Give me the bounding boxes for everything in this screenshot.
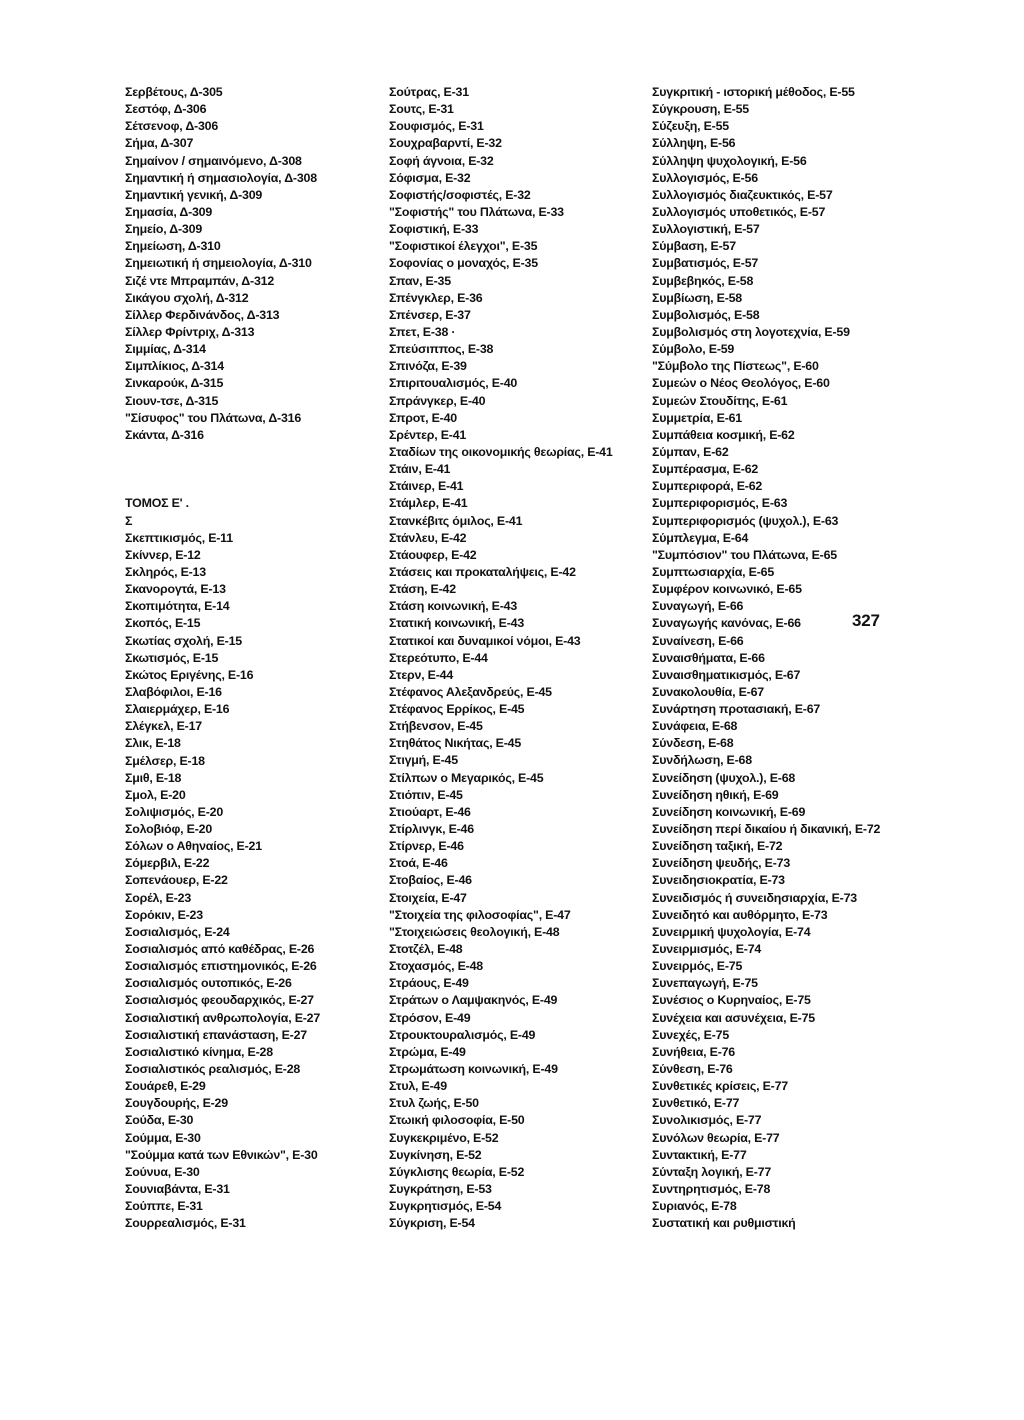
index-entry: Στάση, Ε-42 <box>389 582 456 597</box>
index-column-2 <box>389 84 629 1232</box>
index-entry: Σέτσενοφ, Δ-306 <box>125 119 219 134</box>
index-entry: Σύλληψη, Ε-56 <box>652 136 736 151</box>
index-entry: Συνειρμική ψυχολογία, Ε-74 <box>652 924 811 939</box>
index-entry: Στάνλευ, Ε-42 <box>389 530 467 545</box>
index-entry: Στοχασμός, Ε-48 <box>389 959 483 974</box>
index-entry: Στανκέβιτς όμιλος, Ε-41 <box>389 513 523 528</box>
index-entry: Στιγμή, Ε-45 <box>389 753 458 768</box>
index-entry: Σκώτος Εριγένης, Ε-16 <box>125 667 254 682</box>
index-entry: Στερν, Ε-44 <box>389 667 454 682</box>
index-entry: Συστατική και ρυθμιστική <box>652 1216 796 1231</box>
index-entry: "Σοφιστικοί έλεγχοι", Ε-35 <box>389 239 538 254</box>
index-entry: Σοσιαλισμός επιστημονικός, Ε-26 <box>125 959 317 974</box>
index-entry: Συνειδητό και αυθόρμητο, Ε-73 <box>652 907 828 922</box>
index-entry: Στιόπιν, Ε-45 <box>389 787 463 802</box>
index-entry: Συμπεριφορισμός (ψυχολ.), Ε-63 <box>652 513 839 528</box>
index-entry: Σμέλσερ, Ε-18 <box>125 753 205 768</box>
index-entry: Συγκίνηση, Ε-52 <box>389 1147 482 1162</box>
index-entry: Σιμμίας, Δ-314 <box>125 342 206 357</box>
index-entry: Σολοβιόφ, Ε-20 <box>125 822 213 837</box>
index-entry: Συλλογισμός, Ε-56 <box>652 170 758 185</box>
index-entry: Σκανορογτά, Ε-13 <box>125 582 226 597</box>
volume-heading: ΤΟΜΟΣ Ε' . <box>125 496 189 511</box>
index-entry: Σημασία, Δ-309 <box>125 204 213 219</box>
index-entry: Σπινόζα, Ε-39 <box>389 359 467 374</box>
index-entry: Σκάντα, Δ-316 <box>125 427 204 442</box>
index-entry: Συγκράτηση, Ε-53 <box>389 1182 492 1196</box>
index-entry: Σούμμα, Ε-30 <box>125 1130 201 1145</box>
index-entry: Συνάφεια, Ε-68 <box>652 719 738 734</box>
index-entry: Στρόσον, Ε-49 <box>389 1010 471 1025</box>
index-entry: Συντηρητισμός, Ε-78 <box>652 1182 771 1196</box>
index-entry: Σκωτισμός, Ε-15 <box>125 650 219 665</box>
index-entry: Συμεών ο Νέος Θεολόγος, Ε-60 <box>652 376 830 391</box>
index-entry: Συνείδηση κοινωνική, Ε-69 <box>652 804 806 819</box>
index-entry: Συνακολουθία, Ε-67 <box>652 684 764 699</box>
index-entry: Σουφισμός, Ε-31 <box>389 119 484 134</box>
index-entry: Σκληρός, Ε-13 <box>125 564 206 579</box>
index-entry: Σοφιστής/σοφιστές, Ε-32 <box>389 187 531 202</box>
index-entry: Σλαβόφιλοι, Ε-16 <box>125 684 222 699</box>
index-entry: Συνολικισμός, Ε-77 <box>652 1113 762 1128</box>
index-entry: Σμολ, Ε-20 <box>125 787 186 802</box>
index-entry: Σόμερβιλ, Ε-22 <box>125 856 210 871</box>
index-entry: Σολιψισμός, Ε-20 <box>125 804 224 819</box>
index-entry: Στρουκτουραλισμός, Ε-49 <box>389 1027 536 1042</box>
index-entry: Συνείδηση ταξική, Ε-72 <box>652 839 783 854</box>
index-entry: Στέφανος Ερρίκος, Ε-45 <box>389 702 525 717</box>
index-entry: Σύγκρουση, Ε-55 <box>652 102 749 117</box>
index-entry: Σύνταξη λογική, Ε-77 <box>652 1164 772 1179</box>
index-entry: Σύμπαν, Ε-62 <box>652 444 729 459</box>
index-entry: Στάινερ, Ε-41 <box>389 479 464 494</box>
index-entry: Σπένσερ, Ε-37 <box>389 307 471 322</box>
index-entry: Στωική φιλοσοφία, Ε-50 <box>389 1113 525 1128</box>
index-entry: Στέφανος Αλεξανδρεύς, Ε-45 <box>389 684 552 699</box>
index-entry: Σπιριτουαλισμός, Ε-40 <box>389 376 518 391</box>
index-entry: Συλλογισμός διαζευκτικός, Ε-57 <box>652 187 833 202</box>
index-entry: Στοτζέλ, Ε-48 <box>389 942 463 957</box>
index-entry: Σρέντερ, Ε-41 <box>389 427 467 442</box>
index-entry: Συνειρμισμός, Ε-74 <box>652 942 762 957</box>
index-entry: Σοφή άγνοια, Ε-32 <box>389 153 494 168</box>
index-entry: Συλλογιστική, Ε-57 <box>652 222 760 237</box>
index-entry: Συνειδισμός ή συνειδησιαρχία, Ε-73 <box>652 890 857 905</box>
index-column-3 <box>652 84 912 1232</box>
index-entry: "Σούμμα κατά των Εθνικών", Ε-30 <box>125 1147 318 1162</box>
index-entry: Συριανός, Ε-78 <box>652 1199 737 1214</box>
index-entry: Σπεύσιππος, Ε-38 <box>389 342 494 357</box>
index-entry: Σύνθεση, Ε-76 <box>652 1062 733 1077</box>
index-entry: Σύνδεση, Ε-68 <box>652 736 734 751</box>
index-entry: Στίρνερ, Ε-46 <box>389 839 464 854</box>
index-entry: Στάιν, Ε-41 <box>389 462 451 477</box>
index-entry: Συνειρμός, Ε-75 <box>652 959 743 974</box>
index-entry: Σπράνγκερ, Ε-40 <box>389 393 486 408</box>
index-entry: Σοσιαλισμός φεουδαρχικός, Ε-27 <box>125 993 314 1008</box>
index-entry: Σημαντική ή σημασιολογία, Δ-308 <box>125 170 317 185</box>
index-entry: Συμπάθεια κοσμική, Ε-62 <box>652 427 795 442</box>
index-entry: Σύγκριση, Ε-54 <box>389 1216 475 1231</box>
index-entry: Συνδήλωση, Ε-68 <box>652 753 752 768</box>
index-entry: Συνείδηση (ψυχολ.), Ε-68 <box>652 770 796 785</box>
index-entry: Συμβολισμός στη λογοτεχνία, Ε-59 <box>652 324 850 339</box>
index-entry: Συνέσιος ο Κυρηναίος, Ε-75 <box>652 993 811 1008</box>
index-entry: Συμβίωση, Ε-58 <box>652 290 743 305</box>
index-entry: Στάση κοινωνική, Ε-43 <box>389 599 518 614</box>
index-entry: Σοπενάουερ, Ε-22 <box>125 873 228 888</box>
index-entry: Συμφέρον κοινωνικό, Ε-65 <box>652 582 802 597</box>
index-entry: Σημείωση, Δ-310 <box>125 239 221 254</box>
index-entry: Σιμπλίκιος, Δ-314 <box>125 359 224 374</box>
index-entry: Σπένγκλερ, Ε-36 <box>389 290 483 305</box>
index-entry: Σικάγου σχολή, Δ-312 <box>125 290 249 305</box>
index-entry: Σερβέτους, Δ-305 <box>125 85 223 99</box>
index-entry: Στάμλερ, Ε-41 <box>389 496 468 511</box>
index-entry: Σιουν-τσε, Δ-315 <box>125 393 219 408</box>
index-entry: Σίλλερ Φρίντριχ, Δ-313 <box>125 324 255 339</box>
index-entry: Σκωτίας σχολή, Ε-15 <box>125 633 242 648</box>
index-entry: Στατική κοινωνική, Ε-43 <box>389 616 525 631</box>
index-entry: Συναισθηματικισμός, Ε-67 <box>652 667 801 682</box>
index-entry: Στυλ, Ε-49 <box>389 1079 447 1094</box>
index-entry: Σημαίνον / σημαινόμενο, Δ-308 <box>125 153 302 168</box>
index-entry: Συναγωγής κανόνας, Ε-66 <box>652 616 801 631</box>
index-entry: Συμπεριφορά, Ε-62 <box>652 479 763 494</box>
index-entry: Συμπέρασμα, Ε-62 <box>652 462 759 477</box>
index-entry: Στιούαρτ, Ε-46 <box>389 804 471 819</box>
index-entry: Σταδίων της οικονομικής θεωρίας, Ε-41 <box>389 444 613 459</box>
index-entry: Συνειδησιοκρατία, Ε-73 <box>652 873 785 888</box>
index-entry: Συμπεριφορισμός, Ε-63 <box>652 496 788 511</box>
index-entry: Συνθετικό, Ε-77 <box>652 1096 740 1111</box>
index-entry: Συγκρητισμός, Ε-54 <box>389 1199 502 1214</box>
index-entry: Σουχραβαρντί, Ε-32 <box>389 136 502 151</box>
column-1-entries-bottom <box>125 530 365 1233</box>
index-entry: Σμιθ, Ε-18 <box>125 770 182 785</box>
index-entry: Σλαιερμάχερ, Ε-16 <box>125 702 230 717</box>
index-entry: Σλικ, Ε-18 <box>125 736 181 751</box>
index-entry: Στίλπων ο Μεγαρικός, Ε-45 <box>389 770 544 785</box>
index-entry: Συγκριτική - ιστορική μέθοδος, Ε-55 <box>652 85 855 99</box>
column-1-entries-top <box>125 84 365 444</box>
index-entry: Στηθάτος Νικήτας, Ε-45 <box>389 736 522 751</box>
index-entry: Σπροτ, Ε-40 <box>389 410 457 425</box>
index-entry: Σούνυα, Ε-30 <box>125 1164 200 1179</box>
index-entry: Σκοπός, Ε-15 <box>125 616 201 631</box>
index-entry: Σημαντική γενική, Δ-309 <box>125 187 263 202</box>
index-entry: Συνεχές, Ε-75 <box>652 1027 730 1042</box>
index-entry: "Σίσυφος" του Πλάτωνα, Δ-316 <box>125 410 302 425</box>
index-entry: Συναισθήματα, Ε-66 <box>652 650 765 665</box>
index-entry: Συμβολισμός, Ε-58 <box>652 307 760 322</box>
index-entry: Σουνιαβάντα, Ε-31 <box>125 1182 230 1197</box>
index-entry: Συναίνεση, Ε-66 <box>652 633 744 648</box>
index-entry: Στράτων ο Λαμψακηνός, Ε-49 <box>389 993 558 1008</box>
index-entry: Σλέγκελ, Ε-17 <box>125 719 202 734</box>
index-entry: Σοσιαλισμός, Ε-24 <box>125 924 230 939</box>
index-entry: Στάουφερ, Ε-42 <box>389 547 477 562</box>
section-letter: Σ <box>125 513 133 528</box>
index-entry: Σουρρεαλισμός, Ε-31 <box>125 1216 246 1231</box>
index-entry: Σοσιαλιστικό κίνημα, Ε-28 <box>125 1044 273 1059</box>
index-entry: Στοβαίος, Ε-46 <box>389 873 472 888</box>
index-entry: Συνήθεια, Ε-76 <box>652 1044 736 1059</box>
index-entry: Συγκεκριμένο, Ε-52 <box>389 1130 499 1145</box>
index-entry: Συνθετικές κρίσεις, Ε-77 <box>652 1079 788 1094</box>
index-entry: Σουγδουρής, Ε-29 <box>125 1096 228 1111</box>
index-entry: Συναγωγή, Ε-66 <box>652 599 744 614</box>
index-entry: Σουτς, Ε-31 <box>389 102 454 117</box>
page-number: 327 <box>852 611 880 630</box>
index-entry: "Συμπόσιον" του Πλάτωνα, Ε-65 <box>652 547 837 562</box>
index-entry: Σημείο, Δ-309 <box>125 222 203 237</box>
section-gap <box>125 444 365 495</box>
index-entry: Σεστόφ, Δ-306 <box>125 102 207 117</box>
index-entry: "Στοιχεία της φιλοσοφίας", Ε-47 <box>389 907 571 922</box>
index-entry: Σόφισμα, Ε-32 <box>389 170 471 185</box>
index-entry: Στήβενσον, Ε-45 <box>389 719 483 734</box>
index-entry: Σύμβολο, Ε-59 <box>652 342 735 357</box>
index-entry: Σύγκλισης θεωρία, Ε-52 <box>389 1164 525 1179</box>
index-entry: "Στοιχειώσεις θεολογική, Ε-48 <box>389 924 560 939</box>
index-entry: Σκεπτικισμός, Ε-11 <box>125 530 233 545</box>
index-entry: Σουάρεθ, Ε-29 <box>125 1079 206 1094</box>
index-entry: Σοσιαλιστική επανάσταση, Ε-27 <box>125 1027 307 1042</box>
index-entry: Σούδα, Ε-30 <box>125 1113 194 1128</box>
index-entry: Σύμβαση, Ε-57 <box>652 239 736 254</box>
index-entry: "Σύμβολο της Πίστεως", Ε-60 <box>652 359 819 374</box>
index-entry: Σινκαρούκ, Δ-315 <box>125 376 224 391</box>
index-entry: Συμμετρία, Ε-61 <box>652 410 743 425</box>
index-entry: Συμπτωσιαρχία, Ε-65 <box>652 564 775 579</box>
index-entry: Σίλλερ Φερδινάνδος, Δ-313 <box>125 307 280 322</box>
index-entry: Σοφονίας ο μοναχός, Ε-35 <box>389 256 538 271</box>
index-entry: Στατικοί και δυναμικοί νόμοι, Ε-43 <box>389 633 581 648</box>
index-entry: Στράους, Ε-49 <box>389 976 469 991</box>
index-entry: "Σοφιστής" του Πλάτωνα, Ε-33 <box>389 204 564 219</box>
index-entry: Στάσεις και προκαταλήψεις, Ε-42 <box>389 564 576 579</box>
index-entry: Σόλων ο Αθηναίος, Ε-21 <box>125 839 262 854</box>
index-entry: Σορόκιν, Ε-23 <box>125 907 203 922</box>
index-entry: Συμεών Στουδίτης, Ε-61 <box>652 393 788 408</box>
index-entry: Συνείδηση περί δικαίου ή δικανική, Ε-72 <box>652 822 881 837</box>
index-entry: Σύμπλεγμα, Ε-64 <box>652 530 749 545</box>
index-entry: Στοά, Ε-46 <box>389 856 448 871</box>
index-entry: Σπαν, Ε-35 <box>389 273 451 288</box>
index-entry: Σοφιστική, Ε-33 <box>389 222 479 237</box>
index-entry: Σπετ, Ε-38 · <box>389 324 456 339</box>
index-entry: Συμβατισμός, Ε-57 <box>652 256 759 271</box>
index-entry: Σκίννερ, Ε-12 <box>125 547 201 562</box>
index-entry: Σημειωτική ή σημειολογία, Δ-310 <box>125 256 312 271</box>
index-entry: Στρώμα, Ε-49 <box>389 1044 466 1059</box>
index-entry: Σοσιαλιστική ανθρωπολογία, Ε-27 <box>125 1010 321 1025</box>
index-entry: Συνείδηση ψευδής, Ε-73 <box>652 856 791 871</box>
index-entry: Συμβεβηκός, Ε-58 <box>652 273 754 288</box>
index-entry: Συνάρτηση προτασιακή, Ε-67 <box>652 702 821 717</box>
index-entry: Σοσιαλισμός ουτοπικός, Ε-26 <box>125 976 292 991</box>
index-entry: Στυλ ζωής, Ε-50 <box>389 1096 479 1111</box>
index-entry: Σούτρας, Ε-31 <box>389 85 469 99</box>
index-entry: Συνόλων θεωρία, Ε-77 <box>652 1130 780 1145</box>
index-entry: Σιζέ ντε Μπραμπάν, Δ-312 <box>125 273 275 288</box>
index-entry: Σούππε, Ε-31 <box>125 1199 203 1214</box>
index-entry: Στρωμάτωση κοινωνική, Ε-49 <box>389 1062 558 1077</box>
index-entry: Συνείδηση ηθική, Ε-69 <box>652 787 779 802</box>
index-entry: Συλλογισμός υποθετικός, Ε-57 <box>652 204 826 219</box>
index-entry: Συντακτική, Ε-77 <box>652 1147 747 1162</box>
index-entry: Σοσιαλισμός από καθέδρας, Ε-26 <box>125 942 315 957</box>
index-entry: Σύλληψη ψυχολογική, Ε-56 <box>652 153 807 168</box>
index-entry: Συνεπαγωγή, Ε-75 <box>652 976 758 991</box>
index-entry: Στίρλινγκ, Ε-46 <box>389 822 474 837</box>
index-column-1 <box>125 84 365 1232</box>
index-entry: Σορέλ, Ε-23 <box>125 890 192 905</box>
index-entry: Σοσιαλιστικός ρεαλισμός, Ε-28 <box>125 1062 301 1077</box>
index-entry: Στοιχεία, Ε-47 <box>389 890 467 905</box>
index-entry: Στερεότυπο, Ε-44 <box>389 650 488 665</box>
index-entry: Συνέχεια και ασυνέχεια, Ε-75 <box>652 1010 815 1025</box>
index-entry: Σύζευξη, Ε-55 <box>652 119 729 134</box>
index-entry: Σκοπιμότητα, Ε-14 <box>125 599 230 614</box>
index-entry: Σήμα, Δ-307 <box>125 136 194 151</box>
